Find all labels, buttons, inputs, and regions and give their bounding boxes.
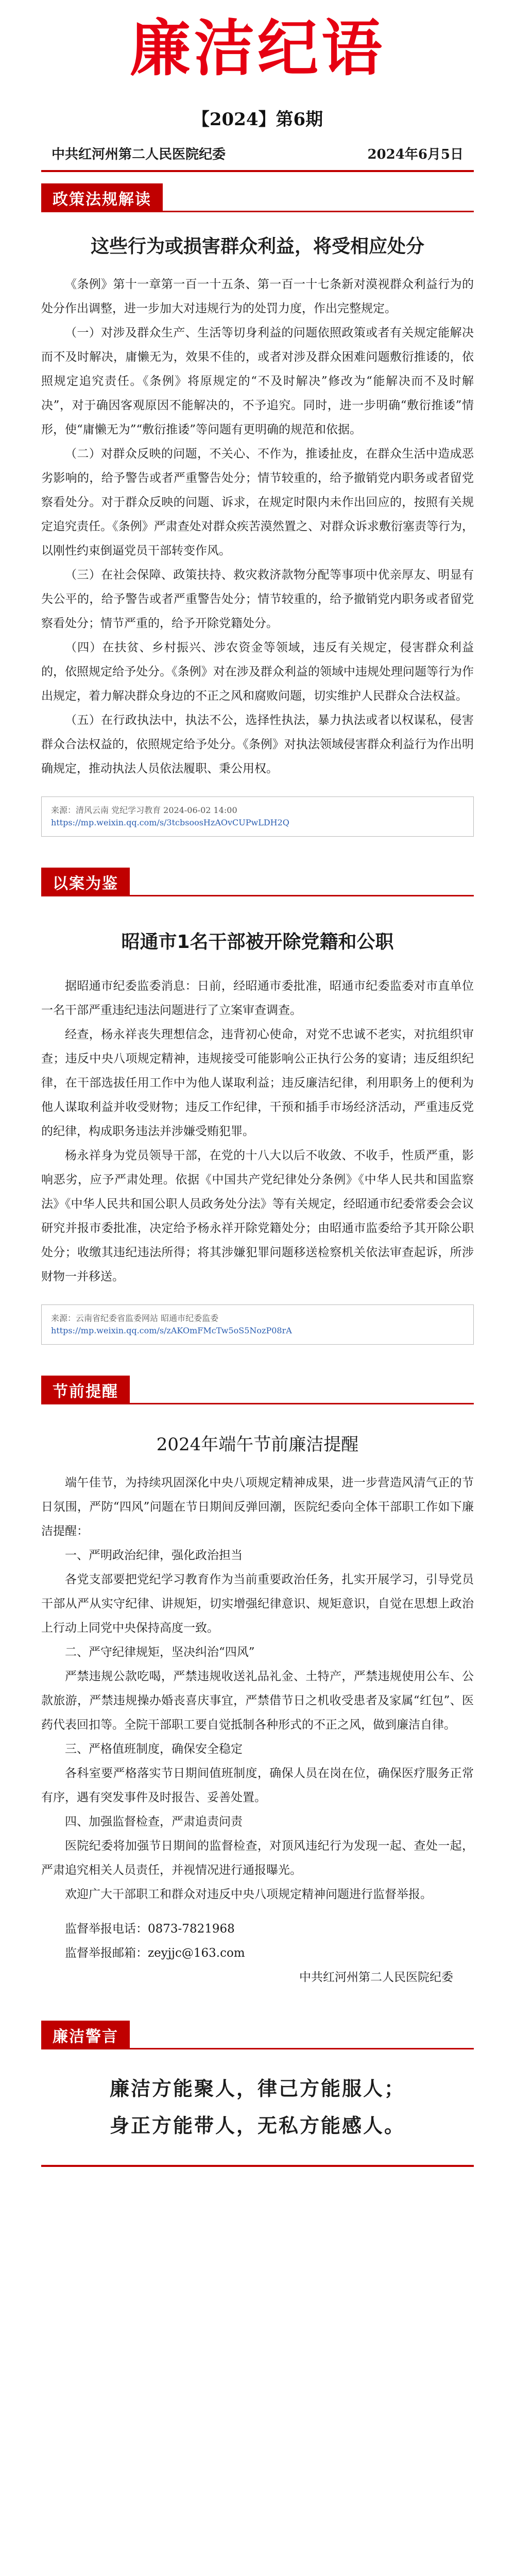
paragraph: 各党支部要把党纪学习教育作为当前重要政治任务，扎实开展学习，引导党员干部从严从实守纪律、讲规矩，切实增强纪律意识、规矩意识，自觉在思想上政治上行动上同党中央保持高度一致。: [41, 1573, 474, 1635]
article-title: 昭通市1名干部被开除党籍和公职: [121, 931, 394, 953]
report-phone: 监督举报电话：0873-7821968: [65, 1922, 235, 1936]
signature: 中共红河州第二人民医院纪委: [299, 1971, 453, 1984]
section-label: 节前提醒: [41, 1376, 130, 1404]
paragraph: 杨永祥身为党员领导干部，在党的十八大以后不收敛、不收手，性质严重，影响恶劣，应予严肃处理。依据《中国共产党纪律处分条例》《中华人民共和国监察法》《中华人民共和国公职人员政务处分法》等有关规定，经昭通市纪委常委会会议研究并报市委批准，决定给予杨永祥开除党籍处分；由昭通市监委给予其开除公职处分；收缴其违纪违法所得；将其涉嫌犯罪问题移送检察机关依法审查起诉，所涉财物一并移送。: [41, 1149, 474, 1283]
paragraph: 医院纪委将加强节日期间的监督检查，对顶风违纪行为发现一起、查处一起，严肃追究相关人员责任，并视情况进行通报曝光。: [41, 1839, 474, 1877]
paragraph: 据昭通市纪委监委消息：日前，经昭通市委批准，昭通市纪委监委对市直单位一名干部严重违纪违法问题进行了立案审查调查。: [41, 979, 474, 1017]
section-label: 以案为鉴: [41, 868, 130, 896]
motto-line: 廉洁方能聚人，律己方能服人；: [109, 2077, 405, 2100]
section-label: 政策法规解读: [41, 183, 163, 212]
publisher-line: [41, 144, 474, 163]
section-divider: [130, 1376, 474, 1404]
paragraph: 欢迎广大干部职工和群众对违反中央八项规定精神问题进行监督举报。: [65, 1888, 432, 1901]
paragraph: （四）在扶贫、乡村振兴、涉农资金等领域，违反有关规定，侵害群众利益的，依照规定给予处分。《条例》对在涉及群众利益的领域中违规处理问题等行为作出规定，着力解决群众身边的不正之风和腐败问题，切实维护人民群众合法权益。: [41, 641, 474, 703]
paragraph: （三）在社会保障、政策扶持、救灾救济款物分配等事项中优亲厚友、明显有失公平的，给予警告或者严重警告处分；情节较重的，给予撤销党内职务或者留党察看处分；情节严重的，给予开除党籍处分。: [41, 568, 474, 630]
section-header-motto: [41, 2021, 474, 2049]
publish-date: 2024年6月5日: [367, 147, 464, 162]
paragraph-heading: 二、严守纪律规矩，坚决纠治“四风”: [65, 1646, 255, 1659]
paragraph-heading: 四、加强监督检查，严肃追责问责: [65, 1815, 243, 1828]
source-link[interactable]: https://mp.weixin.qq.com/s/zAKOmFMcTw5oS5NozP08rA: [51, 1326, 292, 1335]
paragraph-heading: 三、严格值班制度，确保安全稳定: [65, 1742, 243, 1756]
paragraph: 经查，杨永祥丧失理想信念，违背初心使命，对党不忠诚不老实，对抗组织审查；违反中央八项规定精神，违规接受可能影响公正执行公务的宴请；违反组织纪律，在干部选拔任用工作中为他人谋取利益；违反廉洁纪律，利用职务上的便利为他人谋取利益并收受财物；违反工作纪律，干预和插手市场经济活动，严重违反党的纪律，构成职务违法并涉嫌受贿犯罪。: [41, 1028, 474, 1138]
section-header-policy: [41, 183, 474, 212]
source-link[interactable]: https://mp.weixin.qq.com/s/3tcbsoosHzAOvCUPwLDH2Q: [51, 818, 289, 827]
source-text: 来源：云南省纪委省监委网站 昭通市纪委监委: [51, 1313, 219, 1323]
paragraph: 《条例》第十一章第一百一十五条、第一百一十七条新对漠视群众利益行为的处分作出调整，进一步加大对违规行为的处罚力度，作出完整规定。: [41, 278, 474, 315]
article-title: 这些行为或损害群众利益，将受相应处分: [90, 236, 424, 257]
paragraph-heading: 一、严明政治纪律，强化政治担当: [65, 1549, 243, 1562]
paragraph: （五）在行政执法中，执法不公，选择性执法，暴力执法或者以权谋私，侵害群众合法权益的，依照规定给予处分。《条例》对执法领域侵害群众利益行为作出明确规定，推动执法人员依法履职、秉公用权。: [41, 714, 474, 775]
paragraph: 各科室要严格落实节日期间值班制度，确保人员在岗在位，确保医疗服务正常有序，遇有突发事件及时报告、妥善处置。: [41, 1767, 474, 1804]
source-box: [41, 796, 474, 837]
header-divider: [41, 170, 474, 172]
contact-block: [41, 1917, 474, 1990]
motto: [41, 2070, 474, 2144]
paragraph: （二）对群众反映的问题，不关心、不作为，推诿扯皮，在群众生活中造成恶劣影响的，给予警告或者严重警告处分；情节较重的，给予撤销党内职务或者留党察看处分。对于群众反映的问题、诉求，在规定时限内未作出回应的，按照有关规定追究责任。《条例》严肃查处对群众疾苦漠然置之、对群众诉求敷衍塞责等行为，以刚性约束倒逼党员干部转变作风。: [41, 447, 474, 557]
motto-line: 身正方能带人，无私方能感人。: [109, 2114, 405, 2137]
masthead: [41, 0, 474, 98]
section-divider: [130, 2021, 474, 2049]
section-divider: [163, 183, 474, 212]
publisher: 中共红河州第二人民医院纪委: [52, 147, 226, 162]
masthead-title: 廉洁纪语: [129, 13, 385, 84]
paragraph: 严禁违规公款吃喝，严禁违规收送礼品礼金、土特产，严禁违规使用公车、公款旅游，严禁违规操办婚丧喜庆事宜，严禁借节日之机收受患者及家属“红包”、医药代表回扣等。全院干部职工要自觉抵制各种形式的不正之风，做到廉洁自律。: [41, 1670, 474, 1732]
report-email: 监督举报邮箱：zeyjjc@163.com: [65, 1946, 245, 1960]
source-text: 来源：清风云南 党纪学习教育 2024-06-02 14:00: [51, 805, 237, 815]
paragraph: 端午佳节，为持续巩固深化中央八项规定精神成果，进一步营造风清气正的节日氛围，严防“四风”问题在节日期间反弹回潮，医院纪委向全体干部职工作如下廉洁提醒：: [41, 1476, 474, 1538]
section-header-reminder: [41, 1376, 474, 1404]
section-label: 廉洁警言: [41, 2021, 130, 2049]
paragraph: （一）对涉及群众生产、生活等切身利益的问题依照政策或者有关规定能解决而不及时解决，庸懒无为，效果不佳的，或者对涉及群众困难问题敷衍推诿的，依照规定追究责任。《条例》将原规定的“不及时解决”修改为“能解决而不及时解决”，对于确因客观原因不能解决的，不予追究。同时，进一步明确“敷衍推诿”情形，使“庸懒无为”“敷衍推诿”等问题有更明确的规范和依据。: [41, 326, 474, 436]
section-divider: [130, 868, 474, 896]
issue-number: 【2024】第6期: [192, 109, 323, 130]
section-header-case: [41, 868, 474, 896]
footer-divider: [41, 2165, 474, 2167]
article-title: 2024年端午节前廉洁提醒: [156, 1434, 359, 1455]
source-box: [41, 1304, 474, 1345]
